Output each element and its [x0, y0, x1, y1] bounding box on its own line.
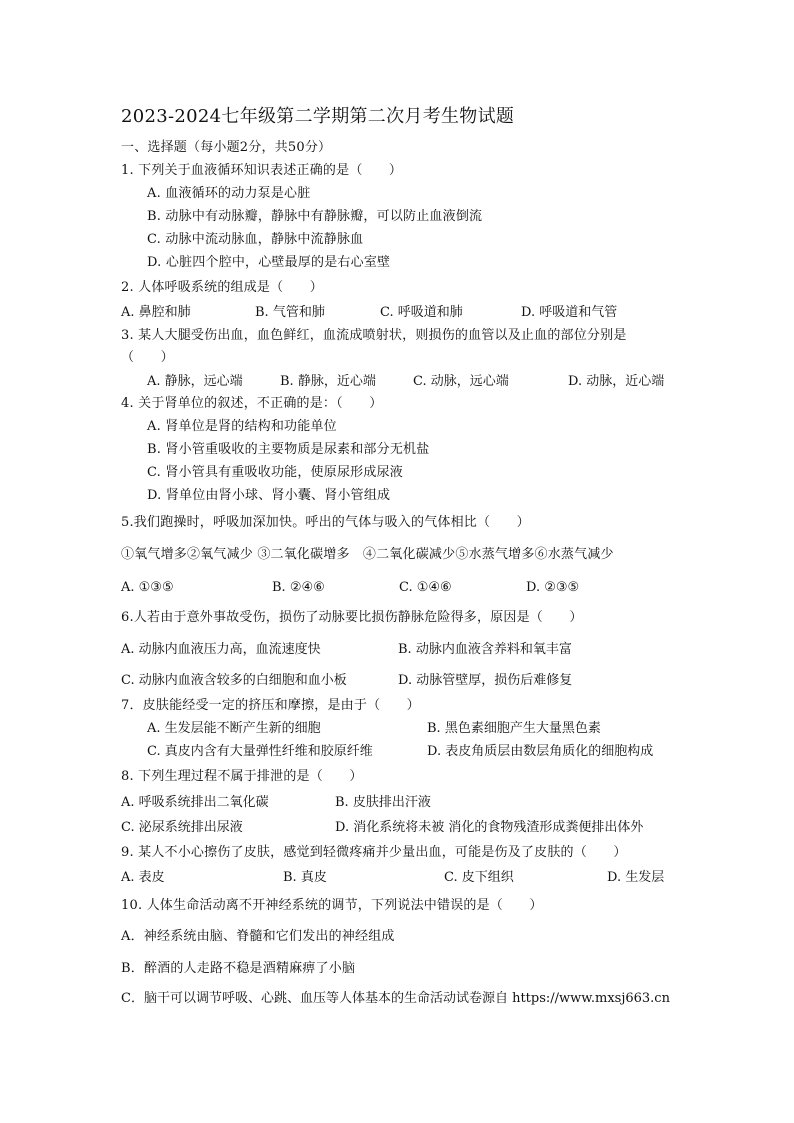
- q9-option-d: D. 生发层: [607, 870, 665, 885]
- q6-stem: 6.人若由于意外事故受伤，损伤了动脉要比损伤静脉危险得多，原因是（ ）: [121, 610, 583, 625]
- q1-option-b: B. 动脉中有动脉瓣，静脉中有静脉瓣，可以防止血液倒流: [147, 209, 483, 224]
- q8-option-a: A. 呼吸系统排出二氧化碳: [121, 795, 269, 810]
- q8-stem: 8. 下列生理过程不属于排泄的是（ ）: [121, 769, 363, 784]
- q4-option-a: A. 肾单位是肾的结构和功能单位: [147, 419, 337, 434]
- q4-option-b: B. 肾小管重吸收的主要物质是尿素和部分无机盐: [147, 442, 430, 457]
- q6-option-c: C. 动脉内血液含较多的白细胞和血小板: [121, 673, 347, 688]
- q3-stem: 3. 某人大腿受伤出血，血色鲜红，血流成喷射状，则损伤的血管以及止血的部位分别是: [121, 328, 627, 343]
- q4-option-c: C. 肾小管具有重吸收功能，使原尿形成尿液: [147, 465, 403, 480]
- q2-option-d: D. 呼吸道和气管: [521, 305, 618, 320]
- q7-stem: 7．皮肤能经受一定的挤压和摩擦，是由于（ ）: [121, 698, 420, 713]
- q7-option-d: D. 表皮角质层由数层角质化的细胞构成: [427, 744, 654, 759]
- q7-option-c: C. 真皮内含有大量弹性纤维和胶原纤维: [147, 744, 373, 759]
- q9-option-a: A. 表皮: [121, 870, 165, 885]
- q5-option-c: C. ①④⑥: [399, 580, 452, 595]
- q8-option-b: B. 皮肤排出汗液: [335, 795, 431, 810]
- q2-option-c: C. 呼吸道和肺: [380, 305, 463, 320]
- q1-option-d: D. 心脏四个腔中，心壁最厚的是右心室壁: [147, 255, 391, 270]
- q3-option-c: C. 动脉，远心端: [413, 374, 509, 389]
- q2-option-a: A. 鼻腔和肺: [121, 305, 191, 320]
- q1-option-a: A. 血液循环的动力泵是心脏: [147, 186, 311, 201]
- q4-option-d: D. 肾单位由肾小球、肾小囊、肾小管组成: [147, 488, 391, 503]
- q3-option-b: B. 静脉，近心端: [280, 374, 376, 389]
- q9-stem: 9. 某人不小心擦伤了皮肤，感觉到轻微疼痛并少量出血，可能是伤及了皮肤的（ ）: [121, 845, 627, 860]
- exam-title: 2023-2024七年级第二学期第二次月考生物试题: [121, 106, 515, 127]
- q9-option-c: C. 皮下组织: [444, 870, 514, 885]
- q5-option-d: D. ②③⑤: [526, 580, 580, 595]
- q10-option-a: A．神经系统由脑、脊髓和它们发出的神经组成: [121, 929, 395, 944]
- q2-stem: 2. 人体呼吸系统的组成是（ ）: [121, 280, 323, 295]
- q4-stem: 4. 关于肾单位的叙述，不正确的是：（ ）: [121, 396, 383, 411]
- section-heading: 一、选择题（每小题2分，共50分）: [121, 140, 332, 155]
- q8-option-c: C. 泌尿系统排出尿液: [121, 820, 243, 835]
- q10-option-b: B．醉酒的人走路不稳是酒精麻痹了小脑: [121, 961, 356, 976]
- q1-option-c: C. 动脉中流动脉血，静脉中流静脉血: [147, 232, 364, 247]
- q5-option-a: A. ①③⑤: [121, 580, 174, 595]
- q6-option-b: B. 动脉内血液含养料和氧丰富: [398, 642, 572, 657]
- q5-option-b: B. ②④⑥: [272, 580, 325, 595]
- q5-stem: 5.我们跑操时，呼吸加深加快。呼出的气体与吸入的气体相比（ ）: [121, 515, 530, 530]
- q1-stem: 1. 下列关于血液循环知识表述正确的是（ ）: [121, 163, 403, 178]
- q5-items: ①氧气增多②氧气减少 ③二氧化碳增多 ④二氧化碳减少⑤水蒸气增多⑥水蒸气减少: [121, 547, 614, 562]
- q6-option-d: D. 动脉管壁厚，损伤后难修复: [398, 673, 573, 688]
- q6-option-a: A. 动脉内血液压力高，血流速度快: [121, 642, 321, 657]
- q3-option-a: A. 静脉，远心端: [147, 374, 243, 389]
- q10-stem: 10. 人体生命活动离不开神经系统的调节，下列说法中错误的是（ ）: [121, 898, 543, 913]
- q8-option-d: D. 消化系统将未被 消化的食物残渣形成粪便排出体外: [335, 820, 644, 835]
- q7-option-b: B. 黑色素细胞产生大量黑色素: [427, 721, 601, 736]
- q9-option-b: B. 真皮: [283, 870, 327, 885]
- q3-stem-paren: （ ）: [121, 350, 174, 365]
- q10-option-c: C．脑干可以调节呼吸、心跳、血压等人体基本的生命活动试卷源自 https://www.mxsj663.cn: [121, 991, 670, 1006]
- q7-option-a: A. 生发层能不断产生新的细胞: [147, 721, 321, 736]
- q2-option-b: B. 气管和肺: [255, 305, 325, 320]
- q3-option-d: D. 动脉，近心端: [568, 374, 665, 389]
